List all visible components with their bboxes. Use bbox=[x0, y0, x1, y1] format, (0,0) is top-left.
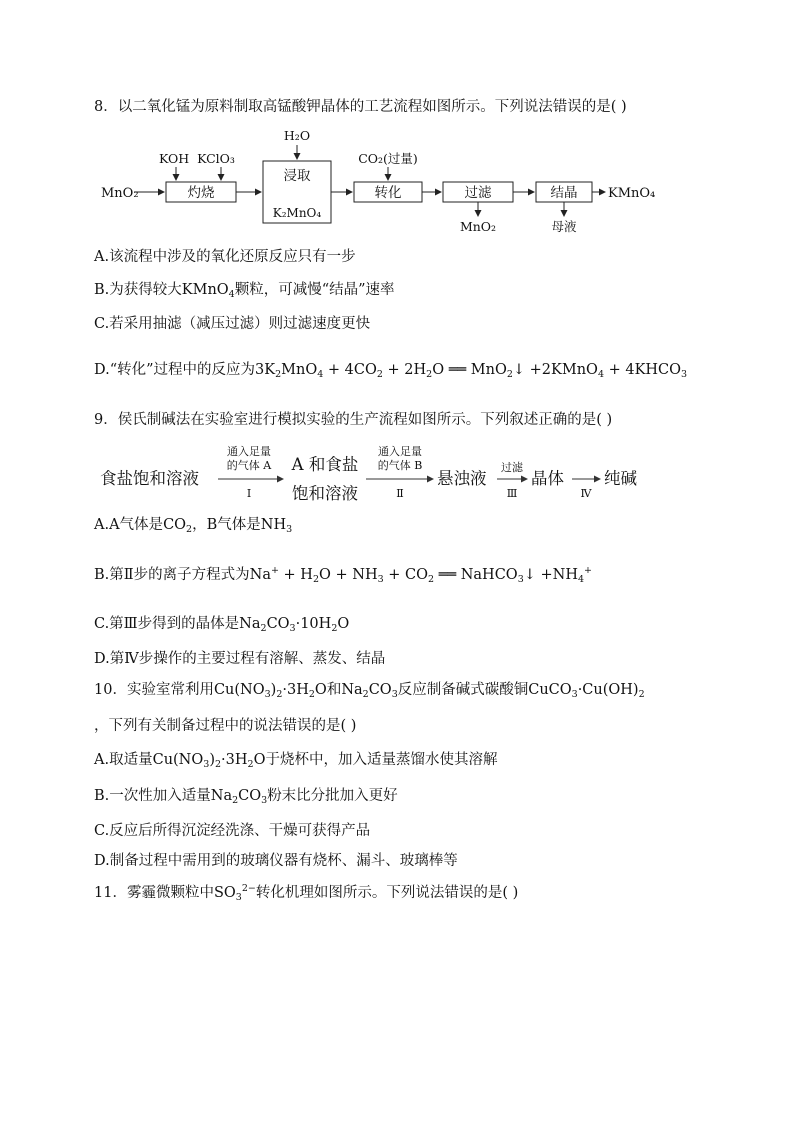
q9-stem: 9．侯氏制碱法在实验室进行模拟实验的生产流程如图所示。下列叙述正确的是( ) bbox=[94, 412, 613, 428]
box5-label: 结晶 bbox=[550, 185, 578, 201]
a2-top2: 的气体 B bbox=[377, 459, 423, 472]
box1-label: 灼烧 bbox=[187, 185, 215, 201]
q9-option-b: B.第Ⅱ步的离子方程式为$Na^+ + H_2O + NH_3 + CO_2$ ══ NaHCO$_3$↓ $+NH_4^+$ bbox=[94, 565, 592, 585]
box2-reagent: H₂O bbox=[283, 128, 311, 143]
box5-out: 母液 bbox=[551, 219, 577, 234]
a2-bottom: Ⅱ bbox=[396, 487, 404, 500]
q10-option-d: D.制备过程中需用到的玻璃仪器有烧杯、漏斗、玻璃棒等 bbox=[94, 853, 458, 869]
q9-option-c: C.第Ⅲ步得到的晶体是$Na_2CO_3\cdot 10H_2O$ bbox=[94, 616, 350, 634]
flow-start: MnO₂ bbox=[101, 186, 139, 201]
n3-suspension: 悬浊液 bbox=[437, 469, 487, 488]
q10-option-a: A.取适量$Cu(NO_3)_2\cdot 3H_2O$于烧杯中，加入适量蒸馏水使其溶解 bbox=[94, 752, 498, 770]
a2-top1: 通入足量 bbox=[378, 445, 422, 458]
box4-label: 过滤 bbox=[464, 185, 492, 201]
q9-option-a: A.A气体是$CO_2$，B气体是$NH_3$ bbox=[94, 517, 293, 535]
a3-top: 过滤 bbox=[501, 461, 523, 474]
n2-top: A 和食盐 bbox=[291, 455, 359, 474]
a4-bottom: Ⅳ bbox=[580, 487, 592, 500]
q9-option-d: D.第Ⅳ步操作的主要过程有溶解、蒸发、结晶 bbox=[94, 651, 386, 667]
q8-stem: 8．以二氧化锰为原料制取高锰酸钾晶体的工艺流程如图所示。下列说法错误的是( ) bbox=[94, 99, 627, 115]
box4-out: MnO₂ bbox=[459, 219, 497, 234]
q10-stem: 10．实验室常利用$Cu(NO_3)_2\cdot 3H_2O$和$Na_2CO_3$反应制备碱式碳酸铜$CuCO_3\cdot Cu(OH)_2$ bbox=[94, 682, 645, 700]
a1-bottom: Ⅰ bbox=[246, 487, 252, 500]
q11-stem: 11．雾霾微颗粒中$SO_3^{2-}$转化机理如图所示。下列说法错误的是( ) bbox=[94, 883, 519, 903]
box3-label: 转化 bbox=[374, 185, 402, 201]
q9-flow-diagram bbox=[0, 443, 794, 505]
n5-soda: 纯碱 bbox=[604, 469, 637, 488]
q8-option-a: A.该流程中涉及的氧化还原反应只有一步 bbox=[94, 249, 356, 265]
q10-option-b: B.一次性加入适量$Na_2CO_3$粉末比分批加入更好 bbox=[94, 788, 398, 806]
a1-top1: 通入足量 bbox=[227, 445, 271, 458]
box2-label: 浸取 bbox=[283, 168, 311, 184]
q8-option-b: B.为获得较大KMnO$_4$颗粒，可减慢“结晶”速率 bbox=[94, 282, 395, 300]
box1-reagents: KOH KClO₃ bbox=[159, 151, 235, 166]
box3-reagent: CO₂(过量) bbox=[358, 151, 418, 166]
box2-product: K₂MnO₄ bbox=[272, 206, 322, 220]
n2-bottom: 饱和溶液 bbox=[292, 484, 358, 503]
q8-flow-diagram bbox=[0, 125, 794, 235]
a1-top2: 的气体 A bbox=[226, 459, 272, 472]
q10-stem-line2: ，下列有关制备过程中的说法错误的是( ) bbox=[94, 718, 357, 734]
q8-option-d: D.“转化”过程中的反应为$3K_2MnO_4 + 4CO_2 + 2H_2O$ ══ MnO$_2$↓ +2KMnO$_4$ + $4KHCO_3$ bbox=[94, 362, 688, 380]
a3-bottom: Ⅲ bbox=[506, 487, 518, 500]
q10-option-c: C.反应后所得沉淀经洗涤、干燥可获得产品 bbox=[94, 823, 371, 839]
n1-saline: 食盐饱和溶液 bbox=[100, 469, 199, 488]
flow-end: KMnO₄ bbox=[608, 186, 656, 201]
q8-option-c: C.若采用抽滤（减压过滤）则过滤速度更快 bbox=[94, 316, 371, 332]
n4-crystal: 晶体 bbox=[531, 469, 564, 488]
